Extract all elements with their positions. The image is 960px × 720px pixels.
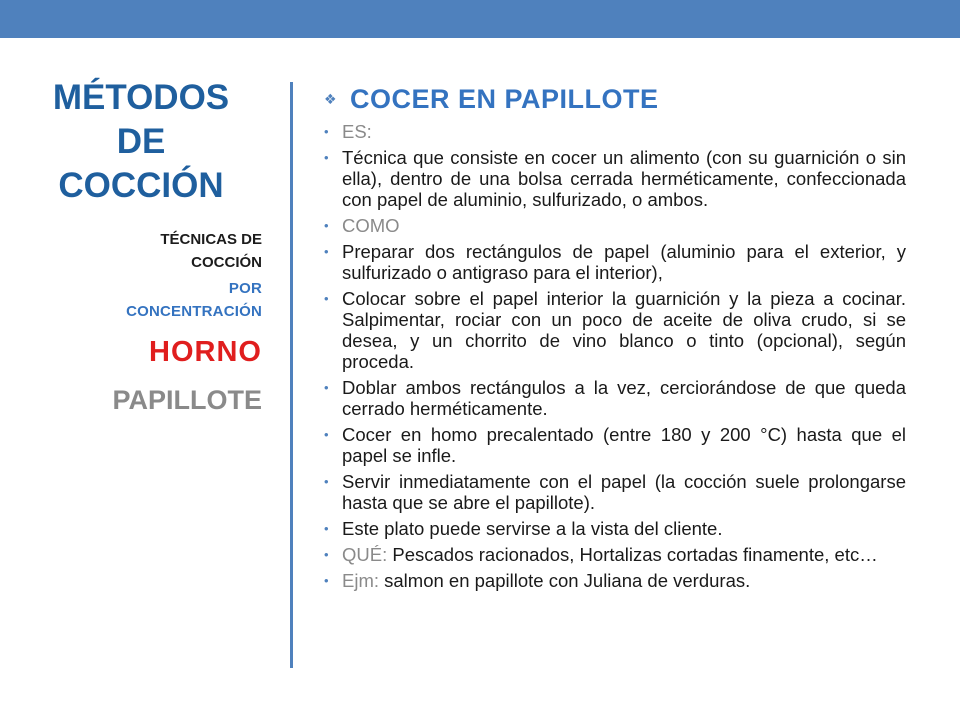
list-item-text: Este plato puede servirse a la vista del cliente.: [342, 518, 723, 539]
list-item-text: Doblar ambos rectángulos a la vez, cerciorándose de que queda cerrado herméticamente.: [342, 377, 906, 419]
list-item-label: Ejm:: [342, 570, 379, 591]
list-item: [316, 121, 906, 142]
horno-label: HORNO: [149, 336, 262, 368]
bullet-icon: •: [324, 573, 329, 588]
subtitle-tecnicas: [62, 228, 262, 274]
papillote-label: PAPILLOTE: [112, 385, 262, 415]
bullet-list: [316, 121, 906, 591]
list-item-text: Cocer en homo precalentado (entre 180 y 200 °C) hasta que el papel se infle.: [342, 424, 906, 466]
bullet-icon: •: [324, 124, 329, 139]
bullet-icon: •: [324, 244, 329, 259]
list-item: [316, 544, 906, 565]
list-item-label: QUÉ:: [342, 544, 388, 565]
content-heading: [316, 84, 906, 115]
subtitle-concentracion-line-2: CONCENTRACIÓN: [126, 303, 262, 320]
subtitle-concentracion-line-1: POR: [228, 280, 262, 297]
section-title-line-1: MÉTODOS: [52, 78, 230, 117]
top-accent-bar: [0, 0, 960, 38]
list-item-text: Preparar dos rectángulos de papel (aluminio para el exterior, y sulfurizado o antigraso para el interior),: [342, 241, 906, 283]
list-item: [316, 471, 906, 513]
bullet-icon: •: [324, 380, 329, 395]
list-item: [316, 288, 906, 372]
bullet-icon: •: [324, 521, 329, 536]
bullet-icon: •: [324, 150, 329, 165]
subtitle-concentracion: [42, 277, 262, 323]
bullet-icon: •: [324, 291, 329, 306]
vertical-divider: [290, 82, 293, 668]
section-title-block: [20, 76, 262, 208]
list-item-text: Servir inmediatamente con el papel (la cocción suele prolongarse hasta que se abre el papillote).: [342, 471, 906, 513]
list-item: [316, 424, 906, 466]
bullet-icon: •: [324, 427, 329, 442]
list-item-text: Técnica que consiste en cocer un alimento (con su guarnición o sin ella), dentro de una bolsa cerrada herméticamente, confeccionada con papel de aluminio, sulfurizado, o ambos.: [342, 147, 906, 210]
bullet-icon: •: [324, 474, 329, 489]
content-panel: [316, 84, 906, 596]
bullet-icon: •: [324, 218, 329, 233]
content-heading-text: COCER EN PAPILLOTE: [350, 84, 659, 114]
list-item: [316, 241, 906, 283]
list-item-text: Colocar sobre el papel interior la guarnición y la pieza a cocinar. Salpimentar, rociar con un poco de aceite de oliva crudo, si se desea, y un chorrito de vino blanco o tinto (opcional), según proceda.: [342, 288, 906, 372]
section-title-line-2: DE: [116, 122, 166, 161]
subtitle-tecnicas-line-2: COCCIÓN: [191, 254, 262, 271]
list-item: [316, 215, 906, 236]
subtitle-tecnicas-line-1: TÉCNICAS DE: [160, 231, 262, 248]
bullet-icon: •: [324, 547, 329, 562]
list-item-label: COMO: [342, 215, 400, 236]
list-item: [316, 147, 906, 210]
section-title-line-3: COCCIÓN: [58, 166, 224, 205]
list-item: [316, 518, 906, 539]
list-item-text: Pescados racionados, Hortalizas cortadas finamente, etc…: [387, 544, 878, 565]
list-item-label: ES:: [342, 121, 372, 142]
list-item: [316, 377, 906, 419]
list-item-text: salmon en papillote con Juliana de verduras.: [379, 570, 751, 591]
diamond-bullet-icon: ❖: [324, 91, 338, 107]
list-item: [316, 570, 906, 591]
